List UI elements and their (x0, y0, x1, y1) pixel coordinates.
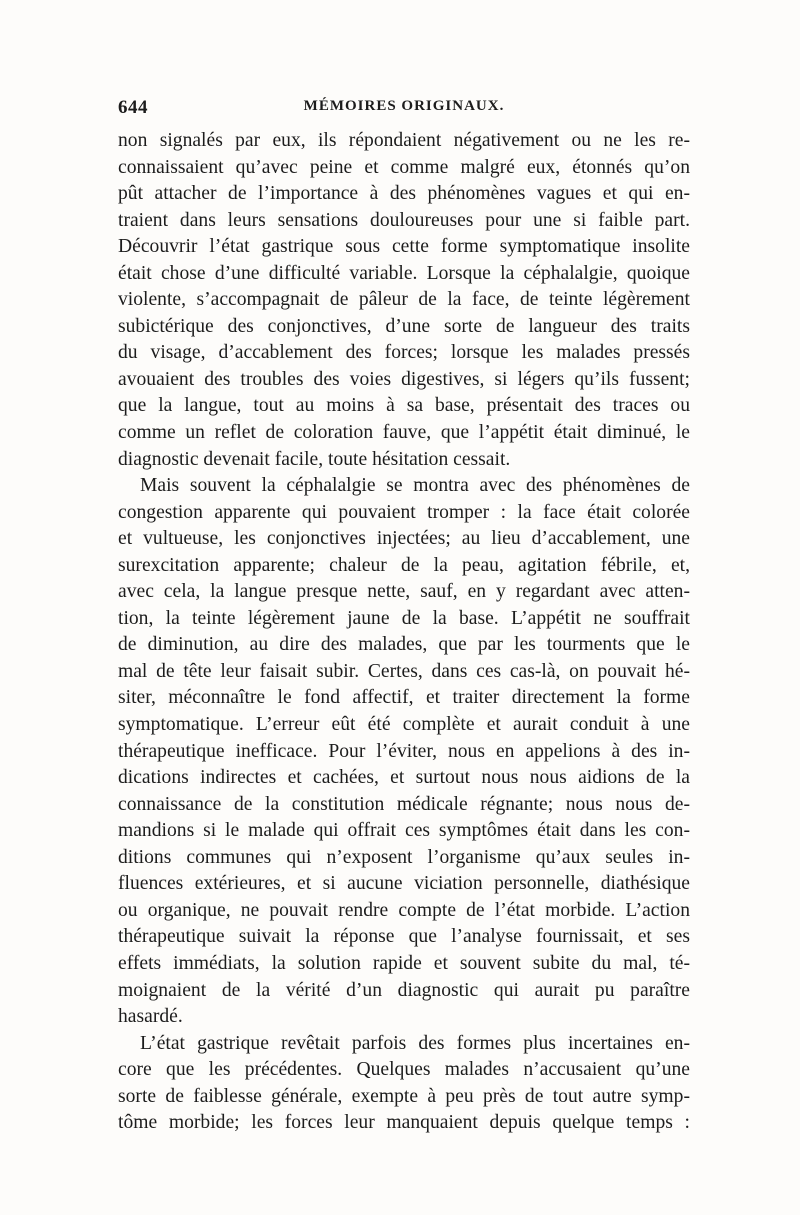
text-line: comme un reflet de coloration fauve, que l’appétit était diminué, le (118, 422, 690, 444)
page-number: 644 (118, 97, 148, 118)
text-line: Mais souvent la céphalalgie se montra avec des phénomènes de (140, 475, 690, 497)
paragraph-2 (118, 473, 690, 1030)
text-line: core que les précédentes. Quelques malades n’accusaient qu’une (118, 1059, 690, 1081)
running-head: MÉMOIRES ORIGINAUX. (303, 98, 505, 114)
text-line: connaissaient qu’avec peine et comme malgré eux, étonnés qu’on (118, 156, 690, 178)
text-line: ditions communes qui n’exposent l’organisme qu’aux seules in- (118, 846, 690, 868)
text-line: congestion apparente qui pouvaient tromper : la face était colorée (118, 501, 690, 523)
text-line: fluences extérieures, et si aucune viciation personnelle, diathésique (118, 873, 690, 895)
text-line: dications indirectes et cachées, et surtout nous nous aidions de la (118, 767, 690, 789)
text-line: siter, méconnaître le fond affectif, et traiter directement la forme (118, 687, 690, 709)
text-line: non signalés par eux, ils répondaient négativement ou ne les re- (118, 130, 690, 151)
text-line: thérapeutique suivait la réponse que l’analyse fournissait, et ses (118, 926, 690, 948)
text-line: subictérique des conjonctives, d’une sorte de langueur des traits (118, 315, 690, 337)
text-line: symptomatique. L’erreur eût été complète et aurait conduit à une (118, 714, 690, 736)
text-line: ou organique, ne pouvait rendre compte de l’état morbide. L’action (118, 899, 690, 921)
text-line: Découvrir l’état gastrique sous cette forme symptomatique insolite (118, 236, 690, 258)
text-line: était chose d’une difficulté variable. Lorsque la céphalalgie, quoique (118, 262, 690, 284)
text-line: avouaient des troubles des voies digestives, si légers qu’ils fussent; (118, 368, 690, 390)
text-line: que la langue, tout au moins à sa base, présentait des traces ou (118, 395, 690, 417)
text-line: tôme morbide; les forces leur manquaient depuis quelque temps : (118, 1112, 690, 1134)
text-line: effets immédiats, la solution rapide et souvent subite du mal, té- (118, 952, 690, 974)
text-line: pût attacher de l’importance à des phénomènes vagues et qui en- (118, 183, 690, 205)
page-header (118, 97, 690, 123)
text-line: sorte de faiblesse générale, exempte à peu près de tout autre symp- (118, 1085, 690, 1107)
text-line: connaissance de la constitution médicale régnante; nous nous de- (118, 793, 690, 815)
text-line: hasardé. (118, 1006, 183, 1028)
text-line: diagnostic devenait facile, toute hésitation cessait. (118, 448, 511, 470)
text-line: moignaient de la vérité d’un diagnostic qui aurait pu paraître (118, 979, 690, 1001)
text-line: thérapeutique inefficace. Pour l’éviter, nous en appelions à des in- (118, 740, 690, 762)
paragraph-3 (118, 1031, 690, 1137)
text-line: mal de tête leur faisait subir. Certes, dans ces cas-là, on pouvait hé- (118, 660, 690, 682)
text-line: violente, s’accompagnait de pâleur de la face, de teinte légèrement (118, 289, 690, 311)
text-line: et vultueuse, les conjonctives injectées; au lieu d’accablement, une (118, 528, 690, 550)
text-line: mandions si le malade qui offrait ces symptômes était dans les con- (118, 820, 690, 842)
paragraph-1 (118, 128, 690, 473)
text-line: L’état gastrique revêtait parfois des formes plus incertaines en- (140, 1032, 690, 1054)
text-line: avec cela, la langue presque nette, sauf, en y regardant avec atten- (118, 581, 690, 603)
text-line: du visage, d’accablement des forces; lorsque les malades pressés (118, 342, 690, 364)
text-line: traient dans leurs sensations douloureuses pour une si faible part. (118, 209, 690, 231)
text-line: tion, la teinte légèrement jaune de la base. L’appétit ne souffrait (118, 607, 690, 629)
body-text (118, 128, 690, 1137)
text-line: surexcitation apparente; chaleur de la peau, agitation fébrile, et, (118, 554, 690, 576)
text-line: de diminution, au dire des malades, que par les tourments que le (118, 634, 690, 656)
